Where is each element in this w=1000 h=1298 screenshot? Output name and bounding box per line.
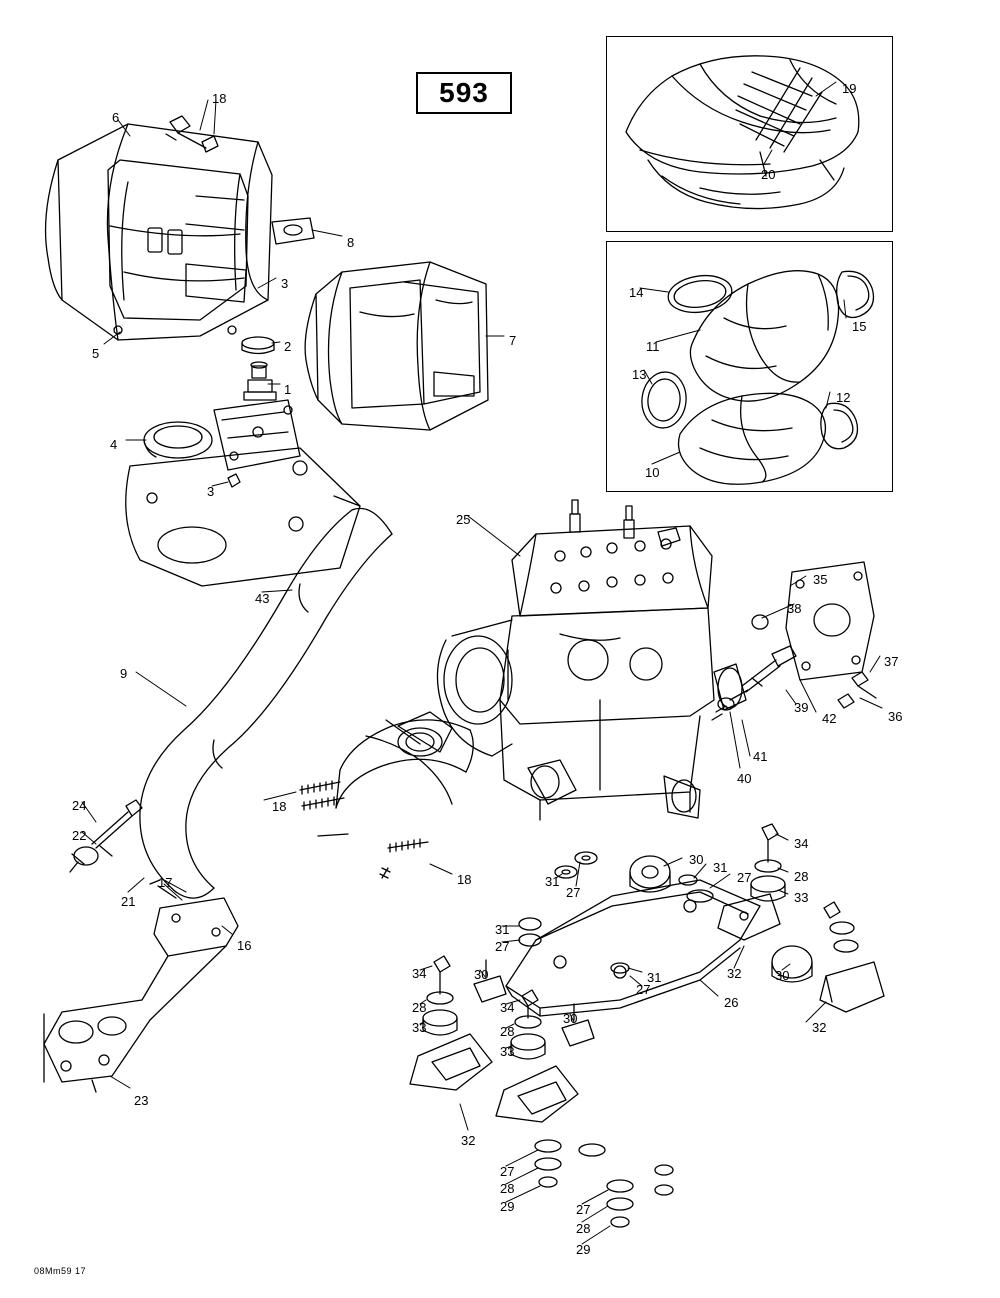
callout-20: 20 <box>761 167 776 182</box>
callout-40: 40 <box>737 771 752 786</box>
callout-32: 32 <box>812 1020 827 1035</box>
callout-28: 28 <box>576 1221 591 1236</box>
tuned-exhaust-pipe <box>140 508 473 898</box>
inset-panel-air-intake <box>606 36 893 232</box>
callout-28: 28 <box>500 1024 515 1039</box>
callout-33: 33 <box>412 1020 427 1035</box>
callout-30: 30 <box>563 1011 578 1026</box>
callout-27: 27 <box>495 939 510 954</box>
callout-31: 31 <box>713 860 728 875</box>
callout-27: 27 <box>500 1164 515 1179</box>
frame-bracket-left <box>44 800 238 1092</box>
callout-34: 34 <box>500 1000 515 1015</box>
callout-3: 3 <box>207 484 215 499</box>
callout-24: 24 <box>72 798 87 813</box>
callout-28: 28 <box>500 1181 515 1196</box>
callout-9: 9 <box>120 666 128 681</box>
callout-33: 33 <box>500 1044 515 1059</box>
callout-33: 33 <box>794 890 809 905</box>
fastener-18-top <box>166 116 218 152</box>
callout-6: 6 <box>112 110 120 125</box>
exhaust-springs <box>300 781 428 878</box>
callout-42: 42 <box>822 711 837 726</box>
model-code-label: 593 <box>439 77 489 108</box>
callout-34: 34 <box>412 966 427 981</box>
air-silencer-box-upper <box>46 124 314 340</box>
callout-27: 27 <box>636 982 651 997</box>
callout-30: 30 <box>474 967 489 982</box>
callout-23: 23 <box>134 1093 149 1108</box>
callout-5: 5 <box>92 346 100 361</box>
callout-31: 31 <box>495 922 510 937</box>
callout-3: 3 <box>281 276 289 291</box>
callout-26: 26 <box>724 995 739 1010</box>
callout-15: 15 <box>852 319 867 334</box>
callout-8: 8 <box>347 235 355 250</box>
callout-18: 18 <box>272 799 287 814</box>
callout-1: 1 <box>284 382 292 397</box>
callout-39: 39 <box>794 700 809 715</box>
callout-41: 41 <box>753 749 768 764</box>
callout-31: 31 <box>545 874 560 889</box>
callout-37: 37 <box>884 654 899 669</box>
callout-32: 32 <box>461 1133 476 1148</box>
callout-29: 29 <box>576 1242 591 1257</box>
callout-10: 10 <box>645 465 660 480</box>
callout-27: 27 <box>576 1202 591 1217</box>
callout-22: 22 <box>72 828 87 843</box>
callout-35: 35 <box>813 572 828 587</box>
callout-18: 18 <box>212 91 227 106</box>
callout-4: 4 <box>110 437 118 452</box>
callout-31: 31 <box>647 970 662 985</box>
callout-14: 14 <box>629 285 644 300</box>
callout-19: 19 <box>842 81 857 96</box>
callout-32: 32 <box>727 966 742 981</box>
drawing-code: 08Mm59 17 <box>34 1266 87 1276</box>
callout-34: 34 <box>794 836 809 851</box>
callout-38: 38 <box>787 601 802 616</box>
callout-30: 30 <box>775 968 790 983</box>
callout-27: 27 <box>566 885 581 900</box>
inset-panel-intake-boots <box>606 241 893 492</box>
callout-36: 36 <box>888 709 903 724</box>
air-silencer-cover <box>305 262 488 430</box>
model-code-box <box>416 72 512 114</box>
engine-support-plate <box>126 448 360 586</box>
engine-cradle-26 <box>506 880 760 1016</box>
callout-17: 17 <box>158 875 173 890</box>
callout-30: 30 <box>689 852 704 867</box>
callout-18: 18 <box>457 872 472 887</box>
callout-28: 28 <box>412 1000 427 1015</box>
throttle-parts-stack <box>144 337 300 487</box>
callout-28: 28 <box>794 869 809 884</box>
callout-27: 27 <box>737 870 752 885</box>
cover-plate-35 <box>712 562 876 720</box>
callout-7: 7 <box>509 333 517 348</box>
engine-block <box>437 500 746 820</box>
callout-21: 21 <box>121 894 136 909</box>
callout-25: 25 <box>456 512 471 527</box>
callout-13: 13 <box>632 367 647 382</box>
callout-12: 12 <box>836 390 851 405</box>
callout-43: 43 <box>255 591 270 606</box>
callout-16: 16 <box>237 938 252 953</box>
callout-29: 29 <box>500 1199 515 1214</box>
callout-11: 11 <box>646 339 660 354</box>
callout-2: 2 <box>284 339 292 354</box>
